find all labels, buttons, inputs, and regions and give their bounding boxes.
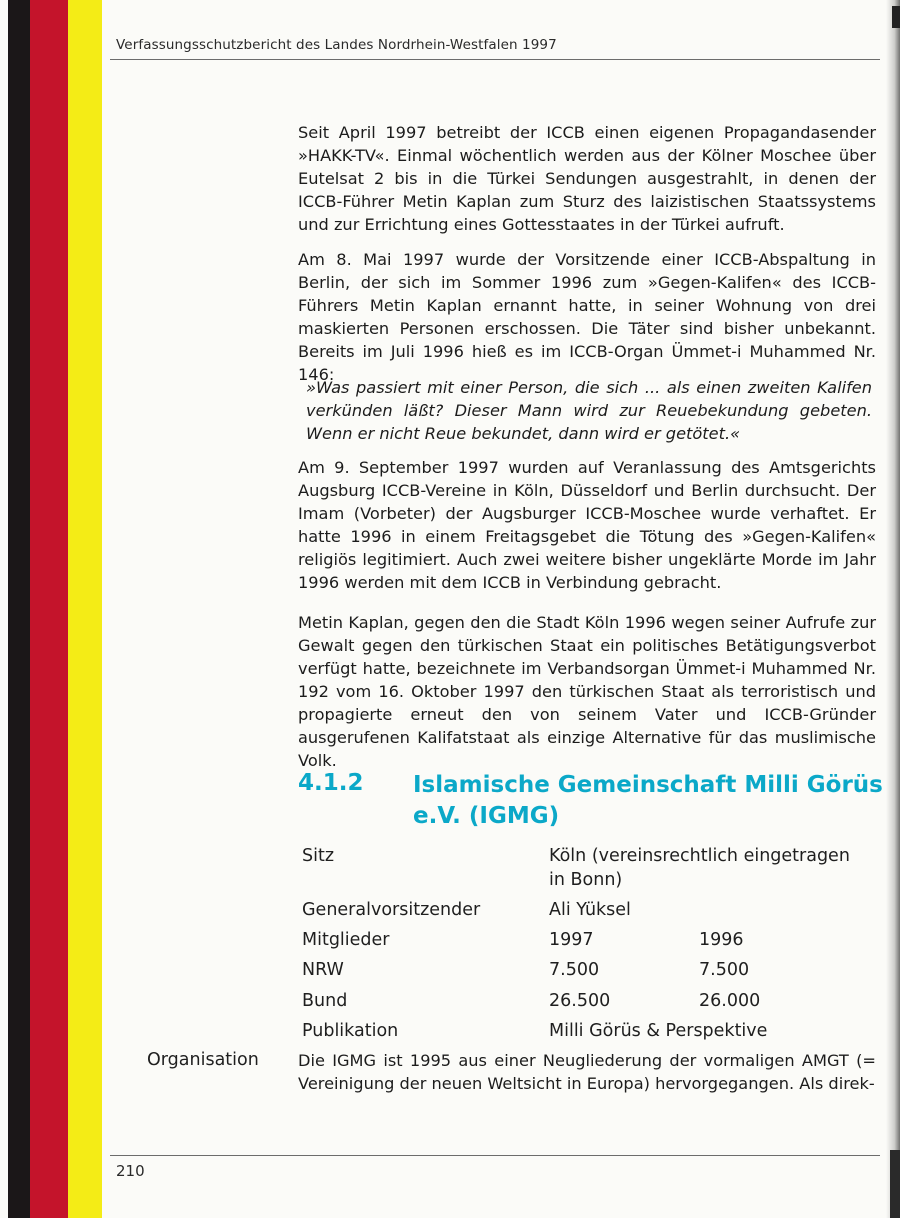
section-number: 4.1.2 — [298, 770, 364, 796]
info-year-1996: 1996 — [699, 930, 744, 950]
info-value-chair: Ali Yüksel — [549, 900, 631, 920]
scan-page-edge — [886, 0, 900, 1218]
paragraph-igmg-origin: Die IGMG ist 1995 aus einer Neugliederung der vormaligen AMGT (= Vereinigung der neuen Weltsicht in Europa) hervorgegangen. Als direk- — [298, 1051, 876, 1093]
page-number: 210 — [116, 1162, 145, 1180]
scan-edge-mark-bottom — [890, 1150, 900, 1218]
running-header: Verfassungsschutzbericht des Landes Nordrhein-Westfalen 1997 — [116, 37, 557, 53]
flag-stripe-red — [30, 0, 68, 1218]
section-title: Islamische Gemeinschaft Milli Görüs e.V. (IGMG) — [413, 772, 883, 829]
header-rule — [110, 59, 880, 60]
info-label-publication: Publikation — [302, 1021, 399, 1041]
paragraph-kaplan-kalifatstaat: Metin Kaplan, gegen den die Stadt Köln 1996 wegen seiner Aufrufe zur Gewalt gegen den türkischen Staat ein politisches Betätigungsverbot verfügt hatte, bezeichnete im Verbandsorgan Ümmet-i Muhammed Nr. 192 vom 16. Oktober 1997 den türkischen Staat als terroristisch und propagierte erneut den von seinem Vater und ICCB-Gründer ausgerufenen Kalifatstaat als einzige Alternative für das muslimische Volk. — [298, 613, 876, 770]
info-bund-1996: 26.000 — [699, 991, 761, 1011]
info-bund-1997: 26.500 — [549, 991, 611, 1011]
paragraph-gegen-kalif-murder: Am 8. Mai 1997 wurde der Vorsitzende einer ICCB-Abspaltung in Berlin, der sich im Sommer 1996 zum »Gegen-Kalifen« des ICCB-Führers Metin Kaplan ernannt hatte, in seiner Wohnung von drei maskierten Personen erschossen. Die Täter sind bisher unbekannt. Bereits im Juli 1996 hieß es im ICCB-Organ Ümmet-i Muhammed Nr. 146: — [298, 250, 876, 384]
info-label-sitz: Sitz — [302, 846, 335, 866]
footer-rule — [110, 1155, 880, 1156]
scan-edge-mark-top — [892, 6, 900, 28]
info-nrw-1997: 7.500 — [549, 960, 600, 980]
quote-ummet-i-muhammed: »Was passiert mit einer Person, die sich ... als einen zweiten Kalifen verkünden läßt? Dieser Mann wird zur Reuebekundung gebeten. Wenn er nicht Reue bekundet, dann wird er getötet.« — [306, 378, 872, 443]
info-label-nrw: NRW — [302, 960, 344, 980]
info-value-publication: Milli Görüs & Perspektive — [549, 1021, 768, 1041]
info-label-chair: Generalvorsitzender — [302, 900, 481, 920]
paragraph-hakk-tv: Seit April 1997 betreibt der ICCB einen eigenen Propagandasender »HAKK-TV«. Einmal wöchentlich werden aus der Kölner Moschee über Eutelsat 2 bis in die Türkei Sendungen ausgestrahlt, in denen der ICCB-Führer Metin Kaplan zum Sturz des laizistischen Staatssystems und zur Errichtung eines Gottesstaates in der Türkei aufruft. — [298, 123, 876, 234]
info-value-sitz: Köln (vereinsrechtlich eingetragen in Bonn) — [549, 846, 850, 890]
flag-stripe-black — [8, 0, 30, 1218]
info-nrw-1996: 7.500 — [699, 960, 750, 980]
margin-note-organisation: Organisation — [147, 1050, 259, 1070]
info-year-1997: 1997 — [549, 930, 594, 950]
flag-stripe-gold — [68, 0, 102, 1218]
info-label-bund: Bund — [302, 991, 348, 1011]
paragraph-augsburg-search: Am 9. September 1997 wurden auf Veranlassung des Amtsgerichts Augsburg ICCB-Vereine in Köln, Düsseldorf und Berlin durchsucht. Der Imam (Vorbeter) der Augsburger ICCB-Moschee wurde verhaftet. Er hatte 1996 in einem Freitagsgebet die Tötung des »Gegen-Kalifen« religiös legitimiert. Auch zwei weitere bisher ungeklärte Morde im Jahr 1996 werden mit dem ICCB in Verbindung gebracht. — [298, 458, 876, 592]
info-label-members: Mitglieder — [302, 930, 390, 950]
